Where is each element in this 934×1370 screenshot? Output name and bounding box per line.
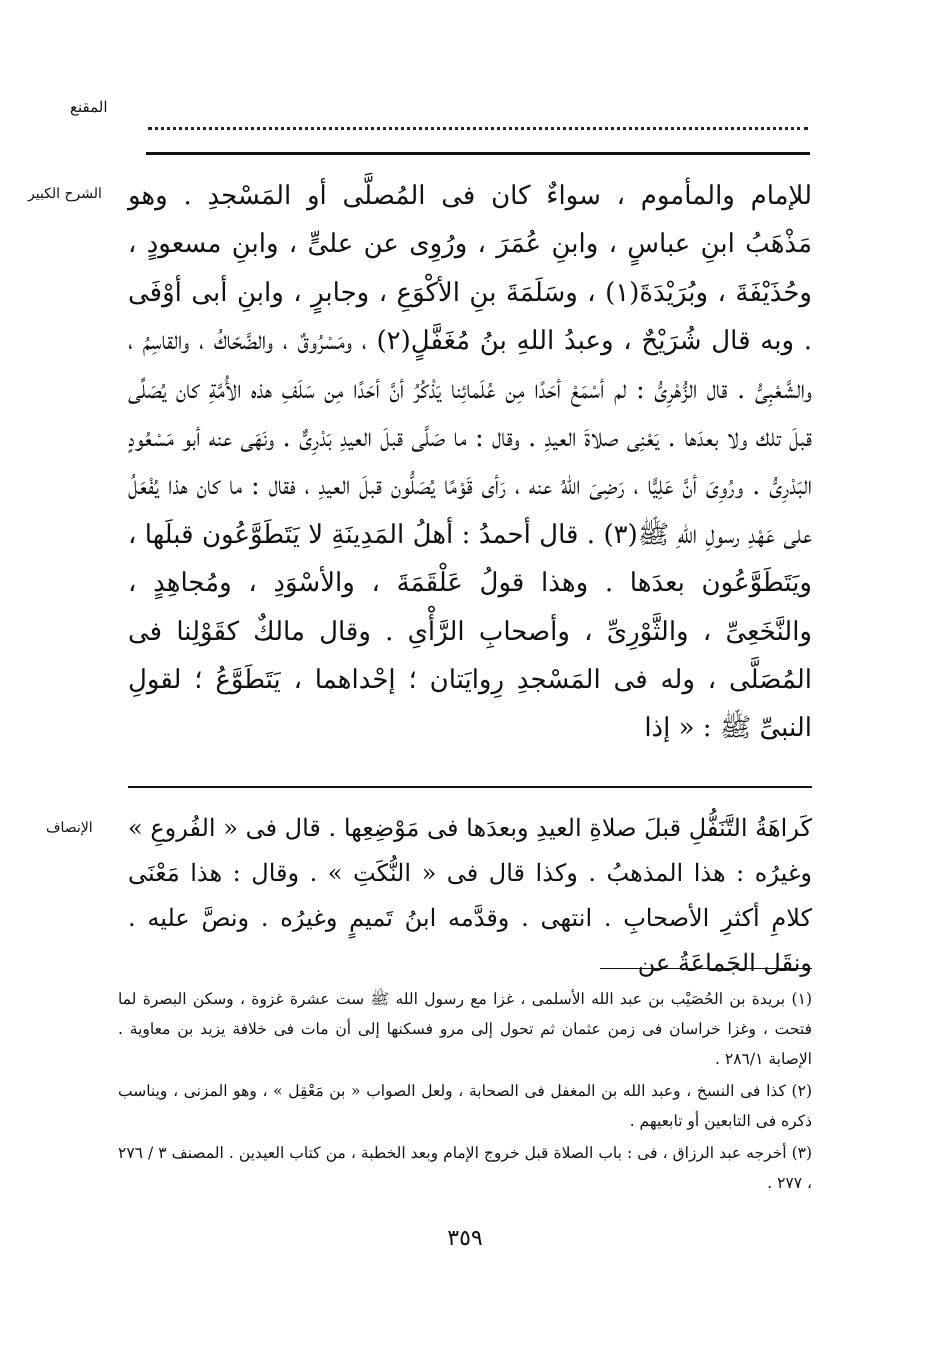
section-divider bbox=[128, 786, 812, 788]
footnote-3: (٣) أخرجه عبد الرزاق ، فى : باب الصلاة قبل خروج الإمام وبعد الخطبة ، من كتاب العيدين . المصنف ٣ / ٢٧٦ ، ٢٧٧ . bbox=[118, 1144, 813, 1192]
side-label-insaf: الإنصاف bbox=[46, 820, 93, 836]
page-number: ٣٥٩ bbox=[447, 1226, 483, 1251]
insaf-text: كَراهَةُ التَّنَفُّلِ قبلَ صلاةِ العيدِ وبعدَها فى مَوْضِعِها . قال فى « الفُروعِ » وغيرُه : هذا المذهبُ . وكذا قال فى « النُّكَتِ » . وقال : هذا مَعْنَى كلامِ أكثرِ الأصحابِ . انتهى . وقدَّمه ابنُ تَميمٍ وغيرُه . ونصَّ عليه . ونقَل الجَماعَةُ عن bbox=[128, 814, 812, 977]
running-header-title: المقنع bbox=[70, 98, 108, 116]
footnote-1: (١) بريدة بن الحُصَيْب بن عبد الله الأسلمى ، غزا مع رسول الله ﷺ ست عشرة غزوة ، وسكن البصرة لما فتحت ، وغزا خراسان فى زمن عثمان ثم تحول إلى مرو فسكنها إلى أن مات فى خلافة يزيد بن معاوية . الإصابة ٢٨٦/١ . bbox=[118, 990, 812, 1068]
footnote-2: (٢) كذا فى النسخ ، وعبد الله بن المغفل فى الصحابة ، ولعل الصواب « بن مَعْقِل » ، وهو المزنى ، ويناسب ذكره فى التابعين أو تابعيهم . bbox=[118, 1082, 812, 1130]
main-commentary-text: للإمام والمأموم ، سواءٌ كان فى المُصلَّى أو المَسْجدِ . وهو مَذْهَبُ ابنِ عباسٍ ، وابنِ عُمَرَ ، ورُوِى عن علىٍّ ، وابنِ مسعودٍ ، وحُذَيْفَةَ ، وبُرَيْدَةَ(١) ، وسَلَمَةَ بنِ الأكْوَعِ ، وجابرٍ ، وابنِ أبى أوْفَى . وبه قال شُرَيْحٌ ، وعبدُ اللهِ بنُ مُغَفَّلٍ(٢) ، ومَسْرُوقٌ ، والضَّحّاكُ ، والقاسِمُ ، والشَّعْبِىُّ . قال الزُّهْرِىُّ : لم أسْمَعْ أحَدًا مِن عُلَمائِنا يَذْكُرُ أنَّ أحَدًا مِن سَلَفِ هذه الأُمَّةِ كان يُصَلِّى قبلَ تلك ولا بعدَها . يَعْنِى صلاةَ العيدِ . وقال : ما صَلَّى قبلَ العيدِ بَدْرِىٌّ . ونَهَى عنه أبو مَسْعُودٍ البَدْرِىُّ . ورُوِىَ أنَّ عَلِيًّا ، رَضِىَ اللهُ عنه ، رَأى قَوْمًا يُصَلُّون قبلَ العيدِ ، فقال : ما كان هذا يُفْعَلُ على عَهْدِ رسولِ اللهِ ﷺ(٣) . قال أحمدُ : أهلُ المَدِينَةِ لا يَتَطَوَّعُون قبلَها ، ويَتَطَوَّعُون بعدَها . وهذا قولُ عَلْقَمَةَ ، والأسْوَدِ ، ومُجاهِدٍ ، والنَّخَعِىِّ ، والثَّوْرِىِّ ، وأصحابِ الرَّأْىِ . وقال مالكٌ كقَوْلِنا فى المُصَلَّى ، وله فى المَسْجدِ رِوايَتان ؛ إحْداهما ، يَتَطَوَّعُ ؛ لقولِ النبىِّ ﷺ : « إذا bbox=[128, 181, 813, 744]
header-dot-leader bbox=[148, 106, 808, 130]
header-rule bbox=[146, 152, 810, 155]
footnote-rule bbox=[600, 968, 812, 969]
side-label-sharh: الشرح الكبير bbox=[28, 186, 102, 202]
footnotes bbox=[118, 984, 812, 1200]
